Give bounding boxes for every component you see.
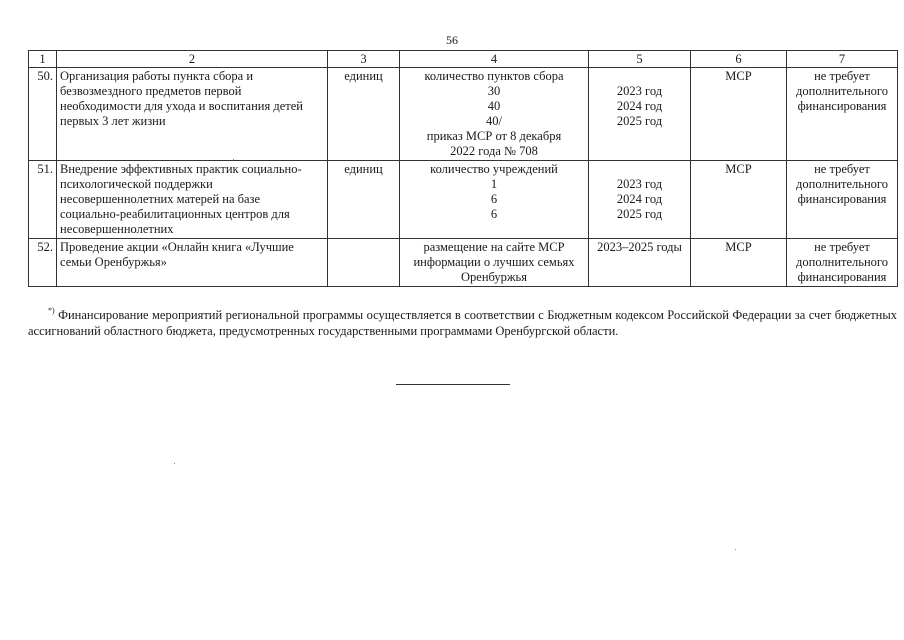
funding-cell	[787, 68, 898, 161]
indicator-line: 30	[487, 84, 501, 98]
measure-name	[57, 68, 328, 161]
year-line: 2024 год	[616, 192, 663, 206]
year-line: 2023 год	[616, 177, 663, 191]
executor-cell: МСР	[691, 239, 787, 287]
page-number: 56	[446, 33, 458, 47]
measure-name-line: психологической поддержки	[60, 177, 213, 191]
measures-table	[28, 50, 898, 287]
funding-line: дополнительного	[796, 84, 888, 98]
table-row	[29, 239, 898, 287]
column-header: 6	[691, 51, 787, 68]
measure-name-line: несовершеннолетних матерей на базе	[60, 192, 261, 206]
table-row	[29, 161, 898, 239]
indicator-line: 1	[490, 177, 498, 191]
column-header: 7	[787, 51, 898, 68]
indicator-line: 40/	[486, 114, 502, 128]
indicator-line: 6	[490, 192, 498, 206]
indicator-cell	[400, 68, 589, 161]
scan-speck	[233, 159, 234, 160]
unit-cell: единиц	[328, 68, 400, 161]
footnote-text: Финансирование мероприятий региональной программы осуществляется в соответствии с Бюджетным кодексом Российской Федерации за счет бюджетных ассигнований областного бюджета, предусмотренных государственными программами Оренбургской области.	[28, 308, 898, 338]
column-header: 2	[57, 51, 328, 68]
indicator-line: 2022 года № 708	[450, 144, 538, 158]
funding-line: дополнительного	[796, 177, 888, 191]
indicator-line: Оренбуржья	[461, 270, 527, 284]
indicator-line: 40	[487, 99, 501, 113]
measure-name-line: Организация работы пункта сбора и	[60, 69, 254, 83]
scan-speck	[735, 549, 736, 550]
indicator-line: количество учреждений	[430, 162, 558, 176]
funding-line: дополнительного	[796, 255, 888, 269]
measure-name-line: первых 3 лет жизни	[60, 114, 166, 128]
footnote	[28, 303, 897, 339]
funding-cell	[787, 239, 898, 287]
row-number: 52.	[29, 239, 57, 287]
measure-name-line: несовершеннолетних	[60, 222, 174, 236]
scan-speck	[174, 463, 175, 464]
header-row	[29, 51, 898, 68]
measure-name-line: безвозмездного предметов первой	[60, 84, 242, 98]
indicator-cell	[400, 161, 589, 239]
year-line: 2023 год	[616, 84, 663, 98]
executor-cell: МСР	[691, 161, 787, 239]
indicator-line: количество пунктов сбора	[424, 69, 564, 83]
funding-line: не требует	[814, 240, 870, 254]
measure-name-line: семьи Оренбуржья»	[60, 255, 167, 269]
indicator-line: информации о лучших семьях	[413, 255, 575, 269]
measure-name-line: Внедрение эффективных практик социально-	[60, 162, 302, 176]
funding-line: не требует	[814, 162, 870, 176]
year-line: 2025 год	[616, 207, 663, 221]
table-row	[29, 68, 898, 161]
period-cell: 2023–2025 годы	[589, 239, 691, 287]
unit-cell	[328, 239, 400, 287]
year-line: 2024 год	[616, 99, 663, 113]
column-header: 5	[589, 51, 691, 68]
measure-name-line: социально-реабилитационных центров для	[60, 207, 290, 221]
year-line: 2025 год	[616, 114, 663, 128]
row-number: 50.	[29, 68, 57, 161]
measure-name-line: необходимости для ухода и воспитания детей	[60, 99, 303, 113]
footnote-marker: *)	[48, 306, 55, 315]
indicator-cell	[400, 239, 589, 287]
funding-line: финансирования	[797, 192, 887, 206]
funding-line: финансирования	[797, 270, 887, 284]
indicator-line: приказ МСР от 8 декабря	[426, 129, 562, 143]
funding-line: не требует	[814, 69, 870, 83]
indicator-line: размещение на сайте МСР	[423, 240, 565, 254]
separator-line	[396, 384, 510, 385]
column-header: 1	[29, 51, 57, 68]
measure-name-line: Проведение акции «Онлайн книга «Лучшие	[60, 240, 294, 254]
measure-name	[57, 161, 328, 239]
indicator-line: 6	[490, 207, 498, 221]
unit-cell: единиц	[328, 161, 400, 239]
years-cell	[589, 68, 691, 161]
funding-cell	[787, 161, 898, 239]
executor-cell: МСР	[691, 68, 787, 161]
funding-line: финансирования	[797, 99, 887, 113]
column-header: 3	[328, 51, 400, 68]
measure-name	[57, 239, 328, 287]
column-header: 4	[400, 51, 589, 68]
years-cell	[589, 161, 691, 239]
row-number: 51.	[29, 161, 57, 239]
